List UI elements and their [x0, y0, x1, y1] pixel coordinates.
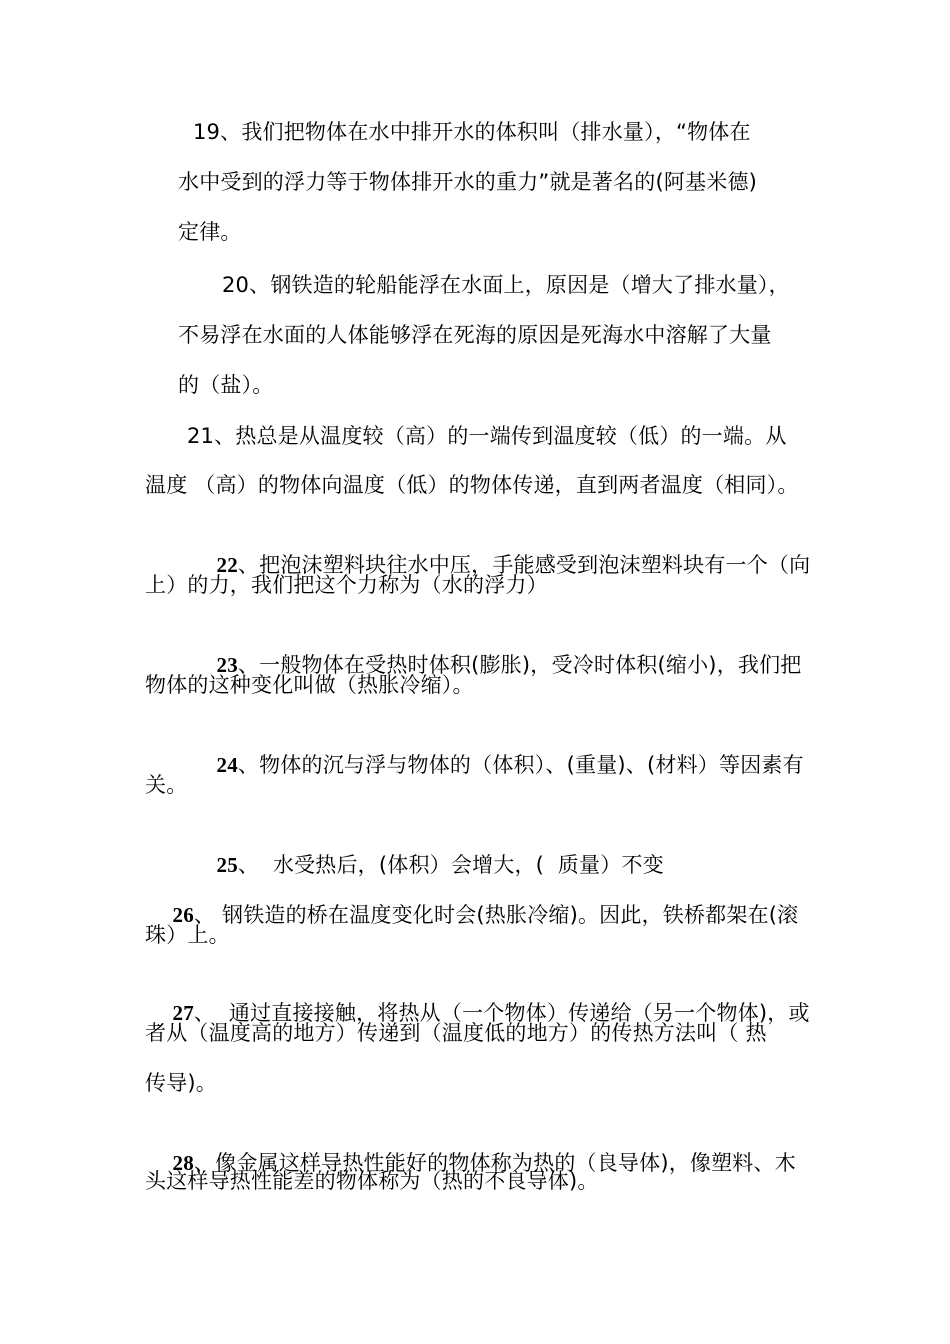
- paragraph-22-text: 、把泡沫塑料块往水中压，手能感受到泡沫塑料块有一个（向: [237, 553, 811, 577]
- paragraph-27-text: 、 通过直接接触，将热从（一个物体）传递给（另一个物体)，或: [193, 1001, 810, 1025]
- paragraph-25-number: 25: [216, 853, 238, 877]
- paragraph-27-line-3: 传导)。: [145, 1071, 217, 1095]
- paragraph-24-line-2: 关。: [145, 773, 188, 797]
- paragraph-26-line-1: [145, 870, 799, 927]
- paragraph-20-line-3: 的（盐）。: [178, 373, 274, 397]
- paragraph-27-number: 27: [172, 1001, 194, 1025]
- paragraph-20-line-1: 20、钢铁造的轮船能浮在水面上，原因是（增大了排水量），: [222, 273, 790, 297]
- paragraph-21-line-1: 21、热总是从温度较（高）的一端传到温度较（低）的一端。从: [187, 424, 787, 448]
- paragraph-20-line-2: 不易浮在水面的人体能够浮在死海的原因是死海水中溶解了大量: [178, 323, 772, 347]
- paragraph-19-line-3: 定律。: [178, 220, 242, 244]
- paragraph-24-number: 24: [216, 753, 238, 777]
- paragraph-27-line-2: 者从（温度高的地方）传递到（温度低的地方）的传热方法叫（ 热: [145, 1021, 767, 1045]
- paragraph-24-text: 、物体的沉与浮与物体的（体积）、(重量)、(材料）等因素有: [237, 753, 804, 777]
- paragraph-25-line-1: [189, 820, 664, 877]
- paragraph-19-line-2: 水中受到的浮力等于物体排开水的重力”就是著名的(阿基米德): [178, 170, 758, 194]
- paragraph-28-number: 28: [172, 1151, 194, 1175]
- paragraph-22-line-2: 上）的力，我们把这个力称为（水的浮力）: [145, 573, 548, 597]
- paragraph-28-text: 、像金属这样导热性能好的物体称为热的（良导体)，像塑料、木: [193, 1151, 796, 1175]
- paragraph-26-line-2: 珠）上。: [145, 923, 230, 947]
- paragraph-23-line-2: 物体的这种变化叫做（热胀冷缩）。: [145, 673, 474, 697]
- paragraph-22-number: 22: [216, 553, 238, 577]
- paragraph-26-number: 26: [172, 903, 194, 927]
- paragraph-28-line-2: 头这样导热性能差的物体称为（热的不良导体)。: [145, 1169, 599, 1193]
- paragraph-28-line-1: [145, 1118, 796, 1175]
- paragraph-23-line-1: [189, 620, 802, 677]
- paragraph-21-line-2: 温度 （高）的物体向温度（低）的物体传递，直到两者温度（相同）。: [145, 473, 799, 497]
- paragraph-23-number: 23: [216, 653, 238, 677]
- paragraph-22-line-1: [189, 520, 811, 577]
- paragraph-26-text: 、 钢铁造的桥在温度变化时会(热胀冷缩)。因此，铁桥都架在(滚: [193, 903, 799, 927]
- paragraph-25-text: 、 水受热后，(体积）会增大，( 质量）不变: [237, 853, 664, 877]
- paragraph-19-line-1: 19、我们把物体在水中排开水的体积叫（排水量），“物体在: [193, 120, 751, 144]
- paragraph-24-line-1: [189, 720, 804, 777]
- paragraph-27-line-1: [145, 968, 810, 1025]
- paragraph-23-text: 、一般物体在受热时体积(膨胀)，受冷时体积(缩小)，我们把: [237, 653, 802, 677]
